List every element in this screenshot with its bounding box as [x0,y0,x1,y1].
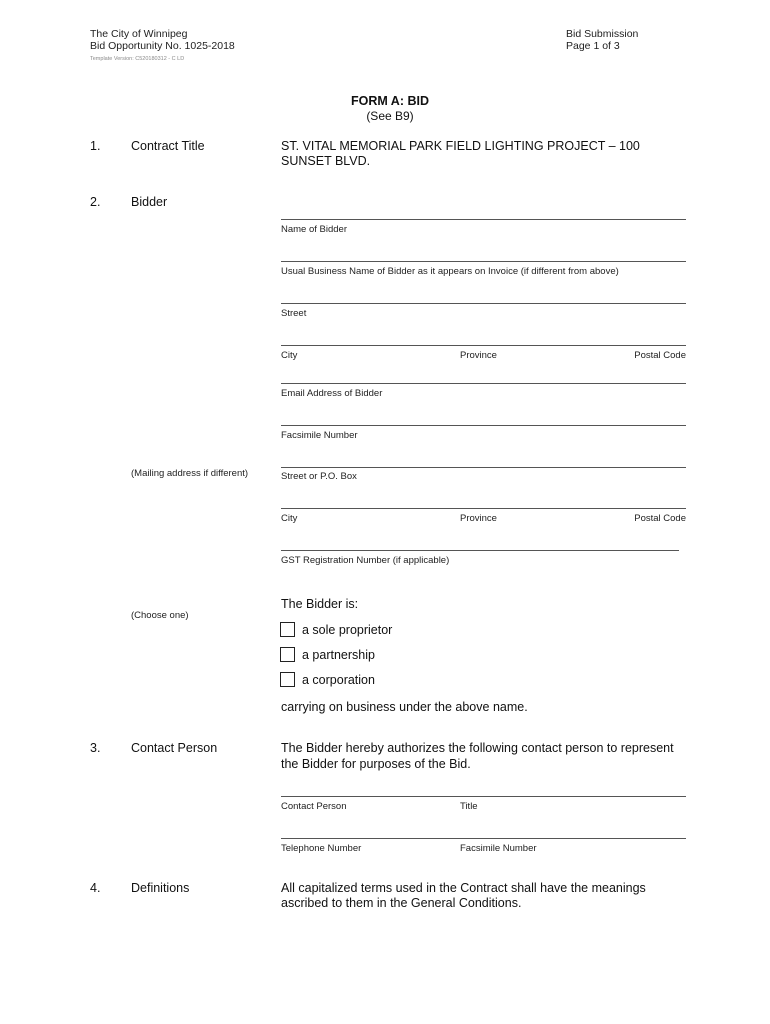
mailing-postal-code-caption: Postal Code [634,513,686,524]
sole-proprietor-label: a sole proprietor [302,623,393,637]
header-bid-submission: Bid Submission [566,28,639,40]
section-1-label: Contract Title [131,139,205,153]
city-caption: City [281,350,298,361]
section-2-number: 2. [90,195,101,209]
telephone-fax-field[interactable] [281,838,686,839]
header-page-number: Page 1 of 3 [566,40,620,52]
contact-authorization-line1: The Bidder hereby authorizes the following contact person to represent [281,741,674,755]
contact-person-title-field[interactable] [281,796,686,797]
email-field[interactable] [281,383,686,384]
definitions-line2: ascribed to them in the General Conditions. [281,896,522,910]
email-caption: Email Address of Bidder [281,388,383,399]
contract-title-line2: SUNSET BLVD. [281,154,371,168]
partnership-label: a partnership [302,648,375,662]
title-caption: Title [460,801,478,812]
contract-title-line1: ST. VITAL MEMORIAL PARK FIELD LIGHTING PROJECT – 100 [281,139,640,153]
carrying-on-business-text: carrying on business under the above name. [281,700,528,714]
corporation-checkbox[interactable] [280,672,295,687]
bidder-is-label: The Bidder is: [281,597,359,611]
contact-authorization-line2: the Bidder for purposes of the Bid. [281,757,471,771]
section-4-label: Definitions [131,881,190,895]
mailing-province-caption: Province [460,513,497,524]
form-subtitle: (See B9) [366,109,414,123]
province-caption: Province [460,350,497,361]
mailing-city-province-postal-field[interactable] [281,508,686,509]
partnership-checkbox[interactable] [280,647,295,662]
bidder-name-caption: Name of Bidder [281,224,348,235]
mailing-address-note: (Mailing address if different) [131,468,249,479]
city-province-postal-field[interactable] [281,345,686,346]
po-box-field[interactable] [281,467,686,468]
gst-caption: GST Registration Number (if applicable) [281,555,450,566]
gst-number-field[interactable] [281,550,679,551]
section-3-number: 3. [90,741,101,755]
definitions-line1: All capitalized terms used in the Contract shall have the meanings [281,881,646,895]
form-title: FORM A: BID [351,94,429,108]
sole-proprietor-checkbox[interactable] [280,622,295,637]
postal-code-caption: Postal Code [634,350,686,361]
contact-person-caption: Contact Person [281,801,347,812]
mailing-city-caption: City [281,513,298,524]
bidder-name-field[interactable] [281,219,686,220]
section-1-number: 1. [90,139,101,153]
fax-caption: Facsimile Number [281,430,358,441]
header-bid-opportunity: Bid Opportunity No. 1025-2018 [90,40,235,52]
street-caption: Street [281,308,307,319]
section-3-label: Contact Person [131,741,218,755]
usual-name-caption: Usual Business Name of Bidder as it appears on Invoice (if different from above) [281,266,619,277]
po-box-caption: Street or P.O. Box [281,471,357,482]
section-2-label: Bidder [131,195,168,209]
fax-field[interactable] [281,425,686,426]
street-field[interactable] [281,303,686,304]
template-version: Template Version: C520180312 - C LD [90,56,185,62]
contact-fax-caption: Facsimile Number [460,843,537,854]
corporation-label: a corporation [302,673,375,687]
choose-one-note: (Choose one) [131,610,189,621]
telephone-caption: Telephone Number [281,843,362,854]
section-4-number: 4. [90,881,101,895]
header-city: The City of Winnipeg [90,28,188,40]
usual-name-field[interactable] [281,261,686,262]
